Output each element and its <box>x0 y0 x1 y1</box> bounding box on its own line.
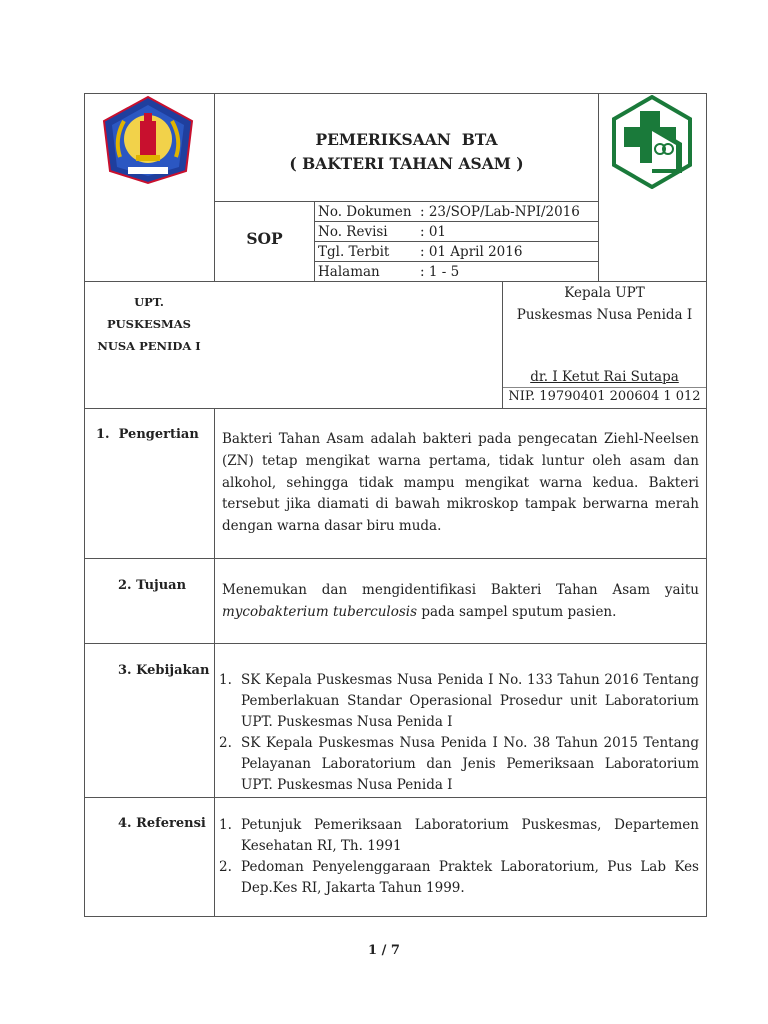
signatory-name: dr. I Ketut Rai Sutapa <box>530 369 679 385</box>
meta-key: Halaman <box>318 264 380 280</box>
section-label-tujuan: 2. Tujuan <box>118 578 187 593</box>
tujuan-text-italic: mycobakterium tuberculosis <box>222 603 418 620</box>
list-item <box>219 670 699 733</box>
meta-value: : 01 April 2016 <box>420 244 523 260</box>
kebijakan-list <box>219 670 699 796</box>
list-item <box>219 815 699 857</box>
signature-block <box>503 283 706 325</box>
sop-label: SOP <box>246 229 283 248</box>
meta-value: : 01 <box>420 224 447 240</box>
signature-title-2: Puskesmas Nusa Penida I <box>516 307 693 323</box>
meta-issue-date <box>318 243 522 262</box>
list-item-number: 1. <box>219 672 232 688</box>
signatory-nip: NIP. 19790401 200604 1 012 <box>508 389 701 404</box>
referensi-list <box>219 815 699 899</box>
page-number: 1 / 7 <box>368 943 400 958</box>
meta-key: No. Dokumen <box>318 204 412 220</box>
section-text-pengertian: Bakteri Tahan Asam adalah bakteri pada pengecatan Ziehl-Neelsen (ZN) tetap mengikat warna pertama, tidak luntur oleh asam dan alkohol, sehingga tidak mampu mengikat warna kedua. Bakteri tersebut jika diamati di bawah mikroskop tampak berwarna merah dengan warna dasar biru muda. <box>222 431 699 535</box>
list-item-text: Pedoman Penyelenggaraan Praktek Laboratorium, Pus Lab Kes Dep.Kes RI, Jakarta Tahun 1999. <box>241 859 699 896</box>
signature-title-1: Kepala UPT <box>564 285 645 301</box>
list-item-text: SK Kepala Puskesmas Nusa Penida I No. 133 Tahun 2016 Tentang Pemberlakuan Standar Operasional Prosedur unit Laboratorium UPT. Puskesmas Nusa Penida I <box>241 672 699 730</box>
meta-value: : 1 - 5 <box>420 264 460 280</box>
meta-key: Tgl. Terbit <box>318 244 390 260</box>
org-line-1: UPT. <box>134 295 164 309</box>
document-title <box>215 128 598 176</box>
meta-document-number <box>318 203 580 222</box>
section-label-kebijakan: 3. Kebijakan <box>118 663 210 678</box>
section-text-tujuan <box>222 580 699 624</box>
meta-revision <box>318 223 446 242</box>
list-item-number: 1. <box>219 817 232 833</box>
meta-page-range <box>318 263 459 282</box>
list-item <box>219 733 699 796</box>
org-line-2: PUSKESMAS <box>106 317 191 331</box>
organization-name <box>84 291 214 357</box>
list-item <box>219 857 699 899</box>
section-label-referensi: 4. Referensi <box>118 816 206 831</box>
title-line-2: ( BAKTERI TAHAN ASAM ) <box>289 154 524 173</box>
list-item-text: SK Kepala Puskesmas Nusa Penida I No. 38 Tahun 2015 Tentang Pelayanan Laboratorium dan Jenis Pemeriksaan Laboratorium UPT. Puskesmas Nusa Penida I <box>241 735 699 793</box>
section-label-pengertian: 1. Pengertian <box>96 427 199 442</box>
list-item-text: Petunjuk Pemeriksaan Laboratorium Puskesmas, Departemen Kesehatan RI, Th. 1991 <box>241 817 699 854</box>
org-line-3: NUSA PENIDA I <box>97 339 201 353</box>
meta-key: No. Revisi <box>318 224 388 240</box>
title-line-1: PEMERIKSAAN BTA <box>315 130 498 149</box>
tujuan-text-before: Menemukan dan mengidentifikasi Bakteri Tahan Asam yaitu <box>222 582 699 598</box>
tujuan-text-after: pada sampel sputum pasien. <box>417 603 617 620</box>
meta-value: : 23/SOP/Lab-NPI/2016 <box>420 204 580 220</box>
list-item-number: 2. <box>219 735 232 751</box>
list-item-number: 2. <box>219 859 232 875</box>
puskesmas-logo <box>610 95 694 189</box>
regency-crest-logo <box>100 95 196 185</box>
